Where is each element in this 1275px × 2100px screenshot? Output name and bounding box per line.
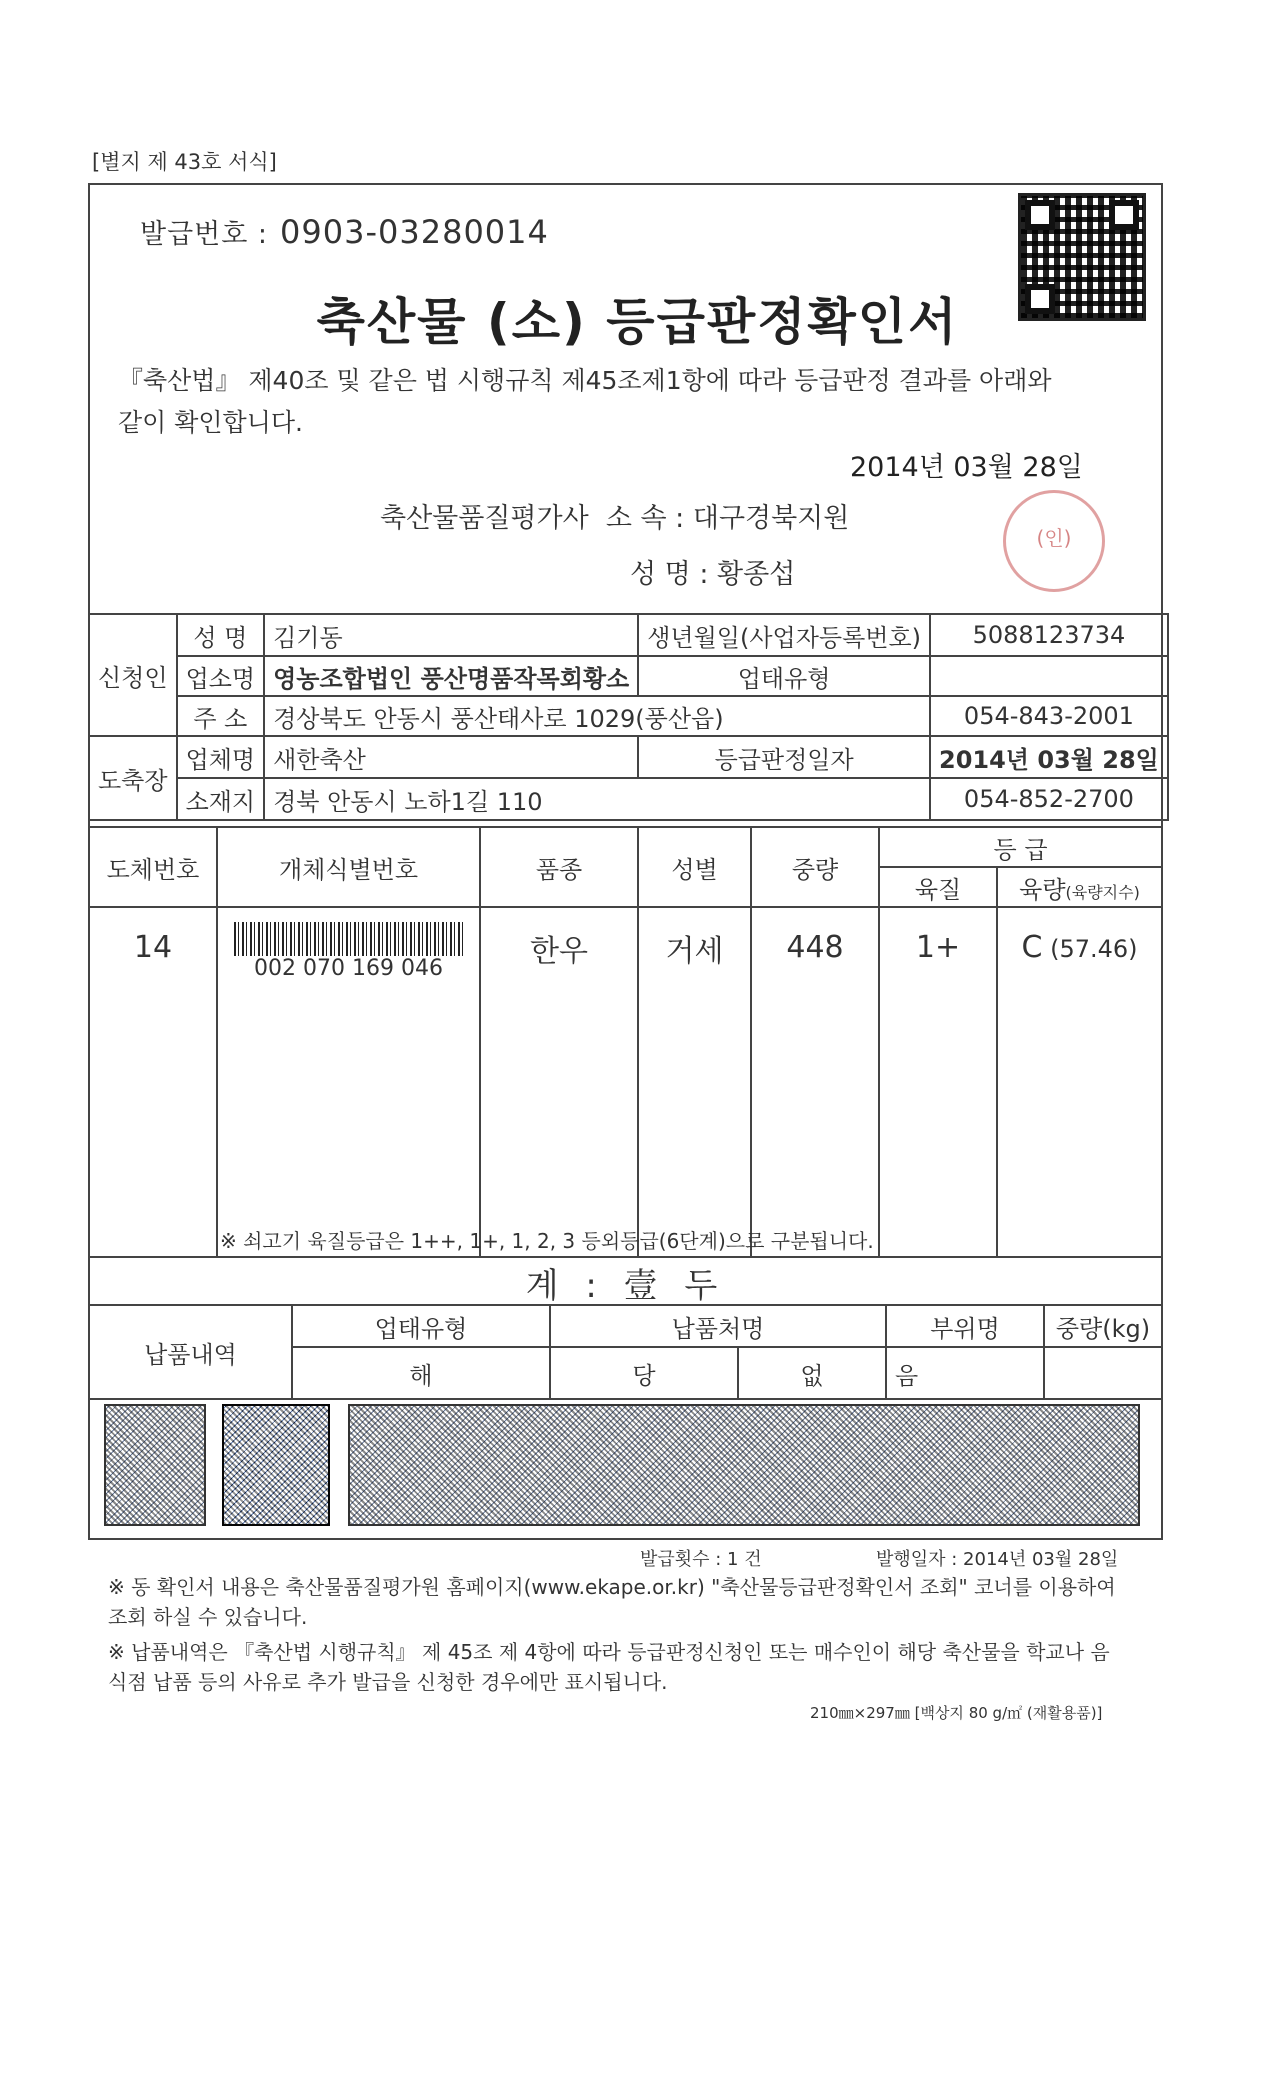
security-pattern-icon xyxy=(104,1404,206,1526)
issue-number-label: 발급번호 : xyxy=(140,219,269,250)
delivery-cell-5 xyxy=(1044,1347,1162,1399)
confirmation-date: 2014년 03월 28일 xyxy=(850,452,1083,483)
business-type xyxy=(930,656,1168,696)
delivery-type-header: 업태유형 xyxy=(292,1305,550,1347)
delivery-cell-3: 없 xyxy=(738,1347,886,1399)
evaluator-name xyxy=(630,552,795,591)
quality-grade: 1+ xyxy=(879,907,997,1257)
company-name: 새한축산 xyxy=(264,736,638,778)
issue-count: 발급횟수 : 1 건 xyxy=(640,1549,762,1570)
name-value: 황종섭 xyxy=(717,559,796,590)
breed-value: 한우 xyxy=(480,907,638,1257)
location-value: 경북 안동시 노하1길 110 xyxy=(264,778,930,820)
grade-header: 등 급 xyxy=(879,827,1162,867)
slaughter-section-label: 도축장 xyxy=(89,736,177,820)
yield-grade-cell xyxy=(997,907,1162,1257)
grading-date: 2014년 03월 28일 xyxy=(930,736,1168,778)
issue-date: 발행일자 : 2014년 03월 28일 xyxy=(876,1549,1119,1570)
location-label: 소재지 xyxy=(177,778,265,820)
delivery-cell-2: 당 xyxy=(550,1347,738,1399)
delivery-weight-header: 중량(kg) xyxy=(1044,1305,1162,1347)
breed-header: 품종 xyxy=(480,827,638,907)
delivery-cell-4: 음 xyxy=(886,1347,1044,1399)
applicant-section-label: 신청인 xyxy=(89,614,177,736)
paper-spec: 210㎜×297㎜ [백상지 80 g/㎡ (재활용품)] xyxy=(810,1704,1103,1722)
birth-value: 5088123734 xyxy=(930,614,1168,656)
quality-header: 육질 xyxy=(879,867,997,907)
animal-id-cell xyxy=(217,907,480,1257)
verification-code-icon xyxy=(222,1404,330,1526)
business-name: 영농조합법인 풍산명품작목회황소 xyxy=(264,656,638,696)
delivery-dest-header: 납품처명 xyxy=(550,1305,886,1347)
form-number-label: [별지 제 43호 서식] xyxy=(92,150,277,174)
sex-header: 성별 xyxy=(638,827,751,907)
issue-number xyxy=(140,212,549,251)
sex-value: 거세 xyxy=(638,907,751,1257)
applicant-table xyxy=(88,613,1169,821)
delivery-section-label: 납품내역 xyxy=(89,1305,292,1399)
carcass-number: 14 xyxy=(89,907,217,1257)
barcode-icon xyxy=(234,922,464,956)
yield-grade: C xyxy=(1021,930,1043,965)
id-header: 개체식별번호 xyxy=(217,827,480,907)
yield-header: 육량(육량지수) xyxy=(997,867,1162,907)
address-label: 주 소 xyxy=(177,696,265,736)
intro-text: 『축산법』 제40조 및 같은 법 시행규칙 제45조제1항에 따라 등급판정 결과를 아래와 같이 확인합니다. xyxy=(118,366,1052,437)
evaluator-affiliation xyxy=(380,496,849,535)
anti-forgery-band-icon xyxy=(348,1404,1140,1526)
total-count: 계 : 壹 두 xyxy=(525,1266,726,1306)
weight-header: 중량 xyxy=(751,827,879,907)
applicant-phone: 054-843-2001 xyxy=(930,696,1168,736)
applicant-name-label: 성 명 xyxy=(177,614,265,656)
note-delivery: ※ 납품내역은 『축산법 시행규칙』 제 45조 제 4항에 따라 등급판정신청인 또는 매수인이 해당 축산물을 학교나 음식점 납품 등의 사유로 추가 발급을 신청한 경우에만 표시됩니다. xyxy=(108,1640,1110,1694)
animal-id: 002 070 169 046 xyxy=(254,956,443,981)
business-type-label: 업태유형 xyxy=(638,656,930,696)
evaluator-role: 축산물품질평가사 xyxy=(380,503,589,534)
grade-table xyxy=(88,826,1163,1258)
grading-date-label: 등급판정일자 xyxy=(638,736,930,778)
delivery-part-header: 부위명 xyxy=(886,1305,1044,1347)
name-label: 성 명 : xyxy=(630,559,709,590)
applicant-name: 김기동 xyxy=(264,614,638,656)
note-lookup: ※ 동 확인서 내용은 축산물품질평가원 홈페이지(www.ekape.or.kr) "축산물등급판정확인서 조회" 코너를 이용하여 조회 하실 수 있습니다. xyxy=(108,1575,1116,1629)
official-seal-icon: (인) xyxy=(1003,490,1105,592)
yield-index: (57.46) xyxy=(1050,935,1138,963)
company-label: 업체명 xyxy=(177,736,265,778)
address-value: 경상북도 안동시 풍산태사로 1029(풍산읍) xyxy=(264,696,930,736)
grade-note: ※ 쇠고기 육질등급은 1++, 1+, 1, 2, 3 등외등급(6단계)으로 구분됩니다. xyxy=(220,1229,874,1253)
birth-label: 생년월일(사업자등록번호) xyxy=(638,614,930,656)
delivery-table xyxy=(88,1304,1163,1400)
delivery-cell-1: 해 xyxy=(292,1347,550,1399)
affiliation-value: 대구경북지원 xyxy=(692,503,850,534)
document-title: 축산물 (소) 등급판정확인서 xyxy=(316,293,959,351)
carcass-header: 도체번호 xyxy=(89,827,217,907)
affiliation-label: 소 속 : xyxy=(605,503,685,534)
business-label: 업소명 xyxy=(177,656,265,696)
weight-value: 448 xyxy=(751,907,879,1257)
issue-number-value: 0903-03280014 xyxy=(280,213,549,251)
slaughter-phone: 054-852-2700 xyxy=(930,778,1168,820)
